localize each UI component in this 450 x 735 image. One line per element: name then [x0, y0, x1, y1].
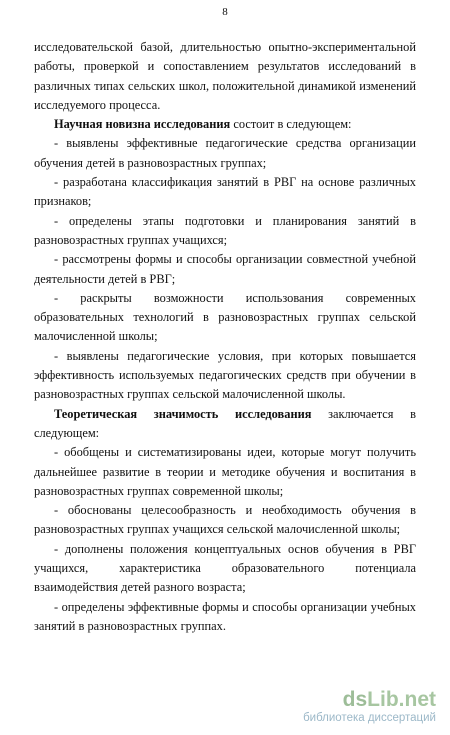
list-item: [34, 347, 416, 405]
list-item: [34, 443, 416, 501]
watermark-logo-prefix: ds: [342, 688, 368, 711]
list-item: [34, 250, 416, 289]
paragraph-text: - дополнены положения концептуальных основ обучения в РВГ учащихся, характеристика образовательного потенциала взаимодействия детей разного возраста;: [34, 541, 416, 595]
paragraph-text: исследовательской базой, длительностью опытно-экспериментальной работы, проверкой и сопоставлением результатов исследований в различных типах сельских школ, положительной динамикой изменений исследуемого процесса.: [34, 40, 416, 112]
list-item: [34, 134, 416, 173]
list-item: [34, 540, 416, 598]
list-item: [34, 212, 416, 251]
paragraph-text: - обоснованы целесообразность и необходимость обучения в разновозрастных группах учащихся сельской малочисленной школы;: [34, 503, 416, 537]
watermark: [303, 689, 436, 725]
paragraph-text: - обобщены и систематизированы идеи, которые могут получить дальнейшее развитие в теории и методике обучения и воспитания в разновозрастных группах современной школы;: [34, 445, 416, 498]
section-lead: Научная новизна исследования: [54, 117, 231, 132]
list-item: [34, 173, 416, 212]
paragraph: [34, 115, 416, 134]
paragraph-text: - выявлены эффективные педагогические средства организации обучения детей в разновозрастных группах;: [34, 136, 416, 170]
body-text: [34, 38, 416, 636]
page-number: 8: [222, 6, 228, 18]
paragraph: [34, 38, 416, 115]
watermark-logo-rest: Lib.net: [367, 688, 436, 711]
paragraph-text: - рассмотрены формы и способы организации совместной учебной деятельности детей в РВГ;: [34, 252, 416, 286]
paragraph-text: состоит в следующем:: [230, 117, 352, 132]
list-item: [34, 501, 416, 540]
list-item: [34, 598, 416, 637]
paragraph-text: - определены эффективные формы и способы организации учебных занятий в разновозрастных группах.: [34, 599, 416, 633]
list-item: [34, 289, 416, 347]
paragraph-text: - раскрыты возможности использования современных образовательных технологий в разновозрастных группах сельской малочисленной школы;: [34, 290, 416, 344]
paragraph-text: - разработана классификация занятий в РВГ на основе различных признаков;: [34, 175, 416, 209]
paragraph-text: заключается в следующем:: [34, 406, 416, 440]
paragraph-text: - выявлены педагогические условия, при которых повышается эффективность используемых педагогических средств при обучении в разновозрастных группах сельской малочисленной школы.: [34, 348, 416, 402]
section-lead: Теоретическая значимость исследования: [54, 406, 312, 421]
paragraph: [34, 405, 416, 444]
watermark-logo: [303, 689, 436, 711]
watermark-subtitle: библиотека диссертаций: [303, 712, 436, 724]
paragraph-text: - определены этапы подготовки и планирования занятий в разновозрастных группах учащихся;: [34, 213, 416, 247]
